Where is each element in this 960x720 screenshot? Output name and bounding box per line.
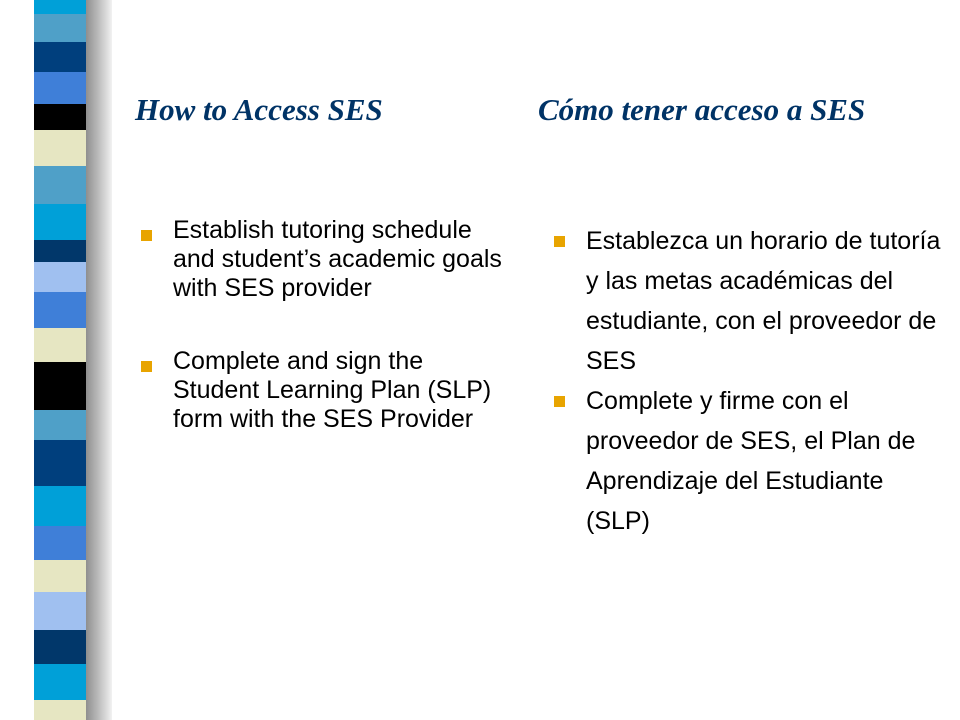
- stripe-block: [34, 42, 86, 72]
- stripe-block: [34, 292, 86, 328]
- list-item: [135, 216, 515, 303]
- stripe-block: [34, 240, 86, 262]
- stripe-block: [34, 104, 86, 130]
- stripe-block: [34, 592, 86, 630]
- stripe-block: [34, 204, 86, 240]
- english-bullet-list: [135, 216, 515, 434]
- list-item: [548, 221, 948, 381]
- list-item: [135, 347, 515, 434]
- stripe-block: [34, 262, 86, 292]
- stripe-block: [34, 166, 86, 204]
- stripe-block: [34, 700, 86, 720]
- stripe-block: [34, 130, 86, 166]
- stripe-block: [34, 72, 86, 104]
- stripe-block: [34, 362, 86, 410]
- heading-spanish: Cómo tener acceso a SES: [538, 92, 866, 127]
- list-item-text: Complete y firme con el proveedor de SES, el Plan de Aprendizaje del Estudiante (SLP): [586, 387, 916, 535]
- stripe-block: [34, 526, 86, 560]
- stripe-block: [34, 14, 86, 42]
- stripe-block: [34, 0, 86, 14]
- square-bullet-icon: [554, 396, 565, 407]
- decorative-gray-gradient-band: [86, 0, 112, 720]
- stripe-block: [34, 440, 86, 486]
- list-item-text: Complete and sign the Student Learning Plan (SLP) form with the SES Provider: [173, 347, 492, 433]
- list-item-text: Establish tutoring schedule and student’s academic goals with SES provider: [173, 216, 502, 302]
- decorative-color-stripe: [34, 0, 86, 720]
- list-item: [548, 381, 948, 541]
- list-item-text: Establezca un horario de tutoría y las metas académicas del estudiante, con el proveedor de SES: [586, 227, 941, 375]
- square-bullet-icon: [554, 236, 565, 247]
- heading-english: How to Access SES: [135, 92, 383, 127]
- stripe-block: [34, 410, 86, 440]
- stripe-block: [34, 664, 86, 700]
- stripe-block: [34, 328, 86, 362]
- stripe-block: [34, 630, 86, 664]
- stripe-block: [34, 560, 86, 592]
- stripe-block: [34, 486, 86, 526]
- square-bullet-icon: [141, 230, 152, 241]
- square-bullet-icon: [141, 361, 152, 372]
- spanish-bullet-list: [548, 221, 948, 541]
